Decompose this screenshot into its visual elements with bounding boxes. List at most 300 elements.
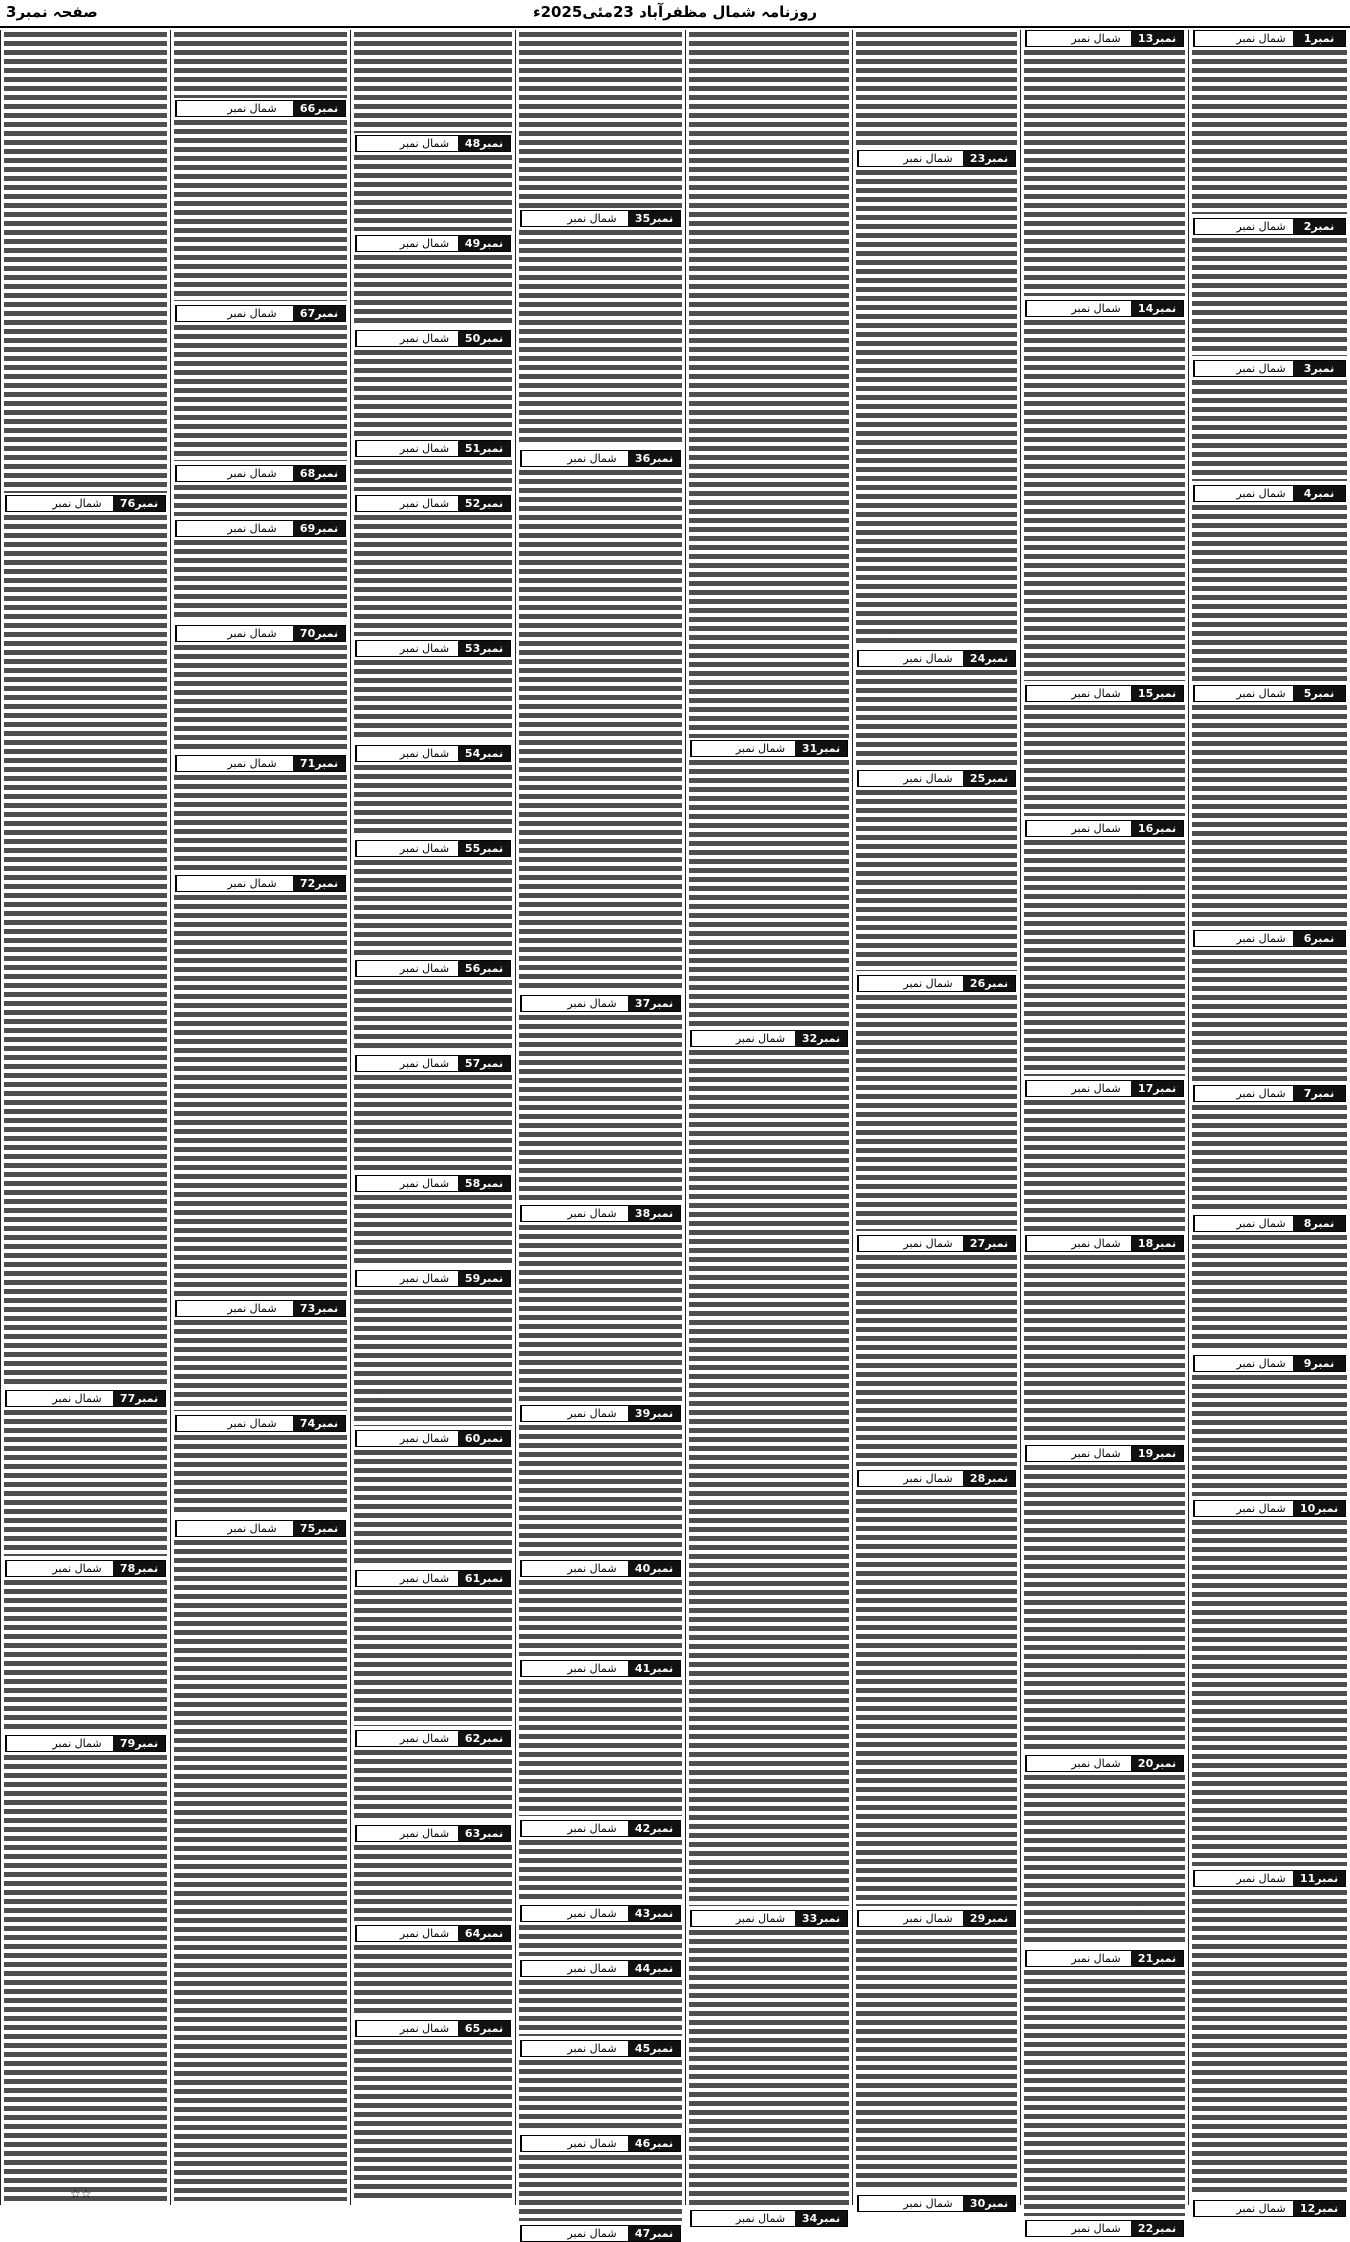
heading-divider [1026,301,1061,316]
heading-divider [176,876,211,891]
heading-divider [858,2196,893,2211]
ad-number: نمبر37 [628,996,680,1011]
heading-divider [521,1961,556,1976]
heading-divider [356,136,391,151]
ad-body-text [354,1290,512,1426]
classified-ad-heading [1193,2200,1346,2217]
classified-ad-heading [175,1520,346,1537]
heading-divider [1026,1756,1061,1771]
heading-divider [858,651,893,666]
ad-body-text [174,645,347,751]
ad-heading-label: شمال نمبر [227,1522,277,1535]
ad-heading-label: شمال نمبر [1071,1237,1121,1250]
classified-ad-heading [1025,1755,1184,1772]
classified-ad-heading [1193,30,1346,47]
heading-divider [356,1731,391,1746]
ad-body-text [1192,950,1347,1081]
classified-ad-heading [1025,300,1184,317]
ad-body-text [1192,505,1347,681]
heading-divider [1194,686,1229,701]
ad-heading-label: شمال نمبر [227,627,277,640]
ad-number: نمبر69 [293,521,345,536]
newspaper-column [0,30,170,2205]
classified-ad-heading [5,1735,166,1752]
ad-number: نمبر24 [963,651,1015,666]
ad-heading-label: شمال نمبر [567,1907,617,1920]
ad-number: نمبر36 [628,451,680,466]
classified-ad-heading [1193,1870,1346,1887]
classified-ad-heading [1025,1080,1184,1097]
classified-ad-heading [520,450,681,467]
ad-heading-label: شمال نمبر [399,137,450,150]
heading-divider [858,1236,893,1251]
heading-divider [521,2136,556,2151]
ad-body-text [689,1050,849,1906]
ad-number: نمبر73 [293,1301,345,1316]
ad-number: نمبر28 [963,1471,1015,1486]
ad-body-text [689,1930,849,2206]
ad-heading-label: شمال نمبر [227,307,277,320]
heading-divider [356,746,391,761]
heading-divider [1026,1951,1061,1966]
classified-ad-heading [1193,1355,1346,1372]
ad-number: نمبر56 [458,961,510,976]
ad-number: نمبر19 [1131,1446,1183,1461]
ad-body-text [4,1755,167,2201]
ad-heading-label: شمال نمبر [1236,932,1286,945]
ad-body-text [174,540,347,621]
ad-number: نمبر30 [963,2196,1015,2211]
ad-body-text [354,1845,512,1921]
classified-ad-heading [175,625,346,642]
ad-heading-label: شمال نمبر [1236,1217,1286,1230]
classified-ad-heading [520,2135,681,2152]
ad-body-text [354,1450,512,1566]
heading-divider [1194,361,1229,376]
heading-divider [356,1056,391,1071]
classified-ad-heading [355,1430,511,1447]
ad-heading-label: شمال نمبر [399,1432,450,1445]
ad-heading-label: شمال نمبر [1236,362,1286,375]
ad-body-text [1192,1890,1347,2196]
ad-body-text [4,515,167,1386]
ad-body-text [1192,238,1347,356]
classified-ad-heading [1193,1215,1346,1232]
heading-divider [858,976,893,991]
heading-divider [356,1431,391,1446]
ad-body-text [354,255,512,326]
ad-number: نمبر26 [963,976,1015,991]
columns-area [0,30,1350,2240]
ad-body-text [354,1075,512,1171]
heading-divider [356,2021,391,2036]
heading-divider [176,1301,211,1316]
ad-heading-label: شمال نمبر [1071,1757,1121,1770]
classified-ad-heading [175,520,346,537]
ad-body-text [174,895,347,1296]
ad-number: نمبر75 [293,1521,345,1536]
heading-divider [1026,31,1061,46]
classified-ad-heading [1025,685,1184,702]
ad-number: نمبر49 [458,236,510,251]
classified-ad-heading [520,1205,681,1222]
heading-divider [521,1906,556,1921]
ad-number: نمبر29 [963,1911,1015,1926]
ad-body-text [689,32,849,738]
ad-number: نمبر65 [458,2021,510,2036]
ad-heading-label: شمال نمبر [567,1562,617,1575]
ad-heading-label: شمال نمبر [399,1177,450,1190]
ad-heading-label: شمال نمبر [52,1737,102,1750]
classified-ad-heading [5,1560,166,1577]
ad-body-text [174,325,347,461]
ad-body-text [354,765,512,836]
ad-body-text [1024,840,1185,1076]
ad-body-text [856,995,1017,1231]
heading-divider [1194,1501,1229,1516]
newspaper-column [852,30,1020,2210]
ad-number: نمبر42 [628,1821,680,1836]
ad-number: نمبر5 [1293,686,1345,701]
heading-divider [858,1911,893,1926]
ad-heading-label: شمال نمبر [227,467,277,480]
heading-divider [6,1561,41,1576]
ad-number: نمبر54 [458,746,510,761]
ad-number: نمبر62 [458,1731,510,1746]
ad-number: نمبر21 [1131,1951,1183,1966]
ad-heading-label: شمال نمبر [399,1827,450,1840]
ad-body-text [174,1540,347,2201]
newspaper-column [515,30,685,2240]
ad-body-text [354,460,512,491]
heading-divider [1026,821,1061,836]
ad-body-text [519,32,682,208]
classified-ad-heading [355,1270,511,1287]
ad-number: نمبر4 [1293,486,1345,501]
heading-divider [356,1926,391,1941]
ad-number: نمبر11 [1293,1871,1345,1886]
ad-body-text [856,790,1017,971]
ad-body-text [174,775,347,871]
newspaper-dateline: روزنامہ شمال مظفرآباد 23مئی2025ء [532,3,818,21]
heading-divider [521,451,556,466]
heading-divider [1194,2201,1229,2216]
ad-heading-label: شمال نمبر [1236,1502,1286,1515]
classified-ad-heading [690,740,848,757]
classified-ad-heading [520,995,681,1012]
classified-ad-heading [175,465,346,482]
classified-ad-heading [520,1820,681,1837]
ad-body-text [4,1410,167,1556]
ad-number: نمبر18 [1131,1236,1183,1251]
ad-body-text [354,1195,512,1266]
ad-heading-label: شمال نمبر [399,442,450,455]
classified-ad-heading [857,975,1016,992]
ad-body-text [856,1930,1017,2191]
ad-heading-label: شمال نمبر [567,1207,617,1220]
classified-ad-heading [857,150,1016,167]
heading-divider [356,641,391,656]
ad-body-text [1024,50,1185,296]
ad-body-text [354,515,512,636]
ad-body-text [174,32,347,98]
classified-ad-heading [355,960,511,977]
heading-divider [356,441,391,456]
classified-ad-heading [857,650,1016,667]
ad-number: نمبر20 [1131,1756,1183,1771]
ad-body-text [174,1320,347,1411]
heading-divider [691,741,726,756]
ad-number: نمبر76 [113,496,165,511]
ad-body-text [1024,1970,1185,2216]
ad-heading-label: شمال نمبر [227,1302,277,1315]
heading-divider [858,1471,893,1486]
ad-body-text [354,860,512,956]
classified-ad-heading [520,2225,681,2242]
classified-ad-heading [355,440,511,457]
ad-body-text [519,2155,682,2221]
ad-body-text [354,350,512,436]
classified-ad-heading [1193,1500,1346,1517]
ad-number: نمبر59 [458,1271,510,1286]
ad-number: نمبر57 [458,1056,510,1071]
classified-ad-heading [1193,930,1346,947]
ad-heading-label: شمال نمبر [903,2197,953,2210]
classified-ad-heading [520,1560,681,1577]
ad-heading-label: شمال نمبر [735,2212,786,2225]
ad-number: نمبر10 [1293,1501,1345,1516]
heading-divider [1194,219,1229,234]
ad-heading-label: شمال نمبر [52,1562,102,1575]
ad-number: نمبر51 [458,441,510,456]
ad-body-text [174,485,347,516]
ad-body-text [174,1435,347,1516]
classified-ad-heading [5,495,166,512]
heading-divider [1026,1236,1061,1251]
ad-heading-label: شمال نمبر [567,1822,617,1835]
ad-number: نمبر23 [963,151,1015,166]
ad-number: نمبر13 [1131,31,1183,46]
ad-body-text [519,1840,682,1901]
ad-heading-label: شمال نمبر [399,2022,450,2035]
ad-body-text [1192,380,1347,481]
ad-number: نمبر33 [795,1911,847,1926]
ad-body-text [856,32,1017,148]
classified-ad-heading [175,305,346,322]
ad-number: نمبر66 [293,101,345,116]
ad-number: نمبر31 [795,741,847,756]
classified-ad-heading [857,770,1016,787]
classified-ad-heading [690,2210,848,2227]
newspaper-column [170,30,350,2205]
classified-ad-heading [690,1910,848,1927]
ad-heading-label: شمال نمبر [1071,687,1121,700]
ad-heading-label: شمال نمبر [1071,822,1121,835]
classified-ad-heading [520,1905,681,1922]
ad-heading-label: شمال نمبر [227,1417,277,1430]
ad-body-text [1024,1465,1185,1751]
heading-divider [1194,1871,1229,1886]
ad-number: نمبر48 [458,136,510,151]
ad-heading-label: شمال نمبر [227,877,277,890]
classified-ad-heading [1193,485,1346,502]
ad-heading-label: شمال نمبر [567,997,617,1010]
ad-number: نمبر7 [1293,1086,1345,1101]
ad-number: نمبر3 [1293,361,1345,376]
classified-ad-heading [690,1030,848,1047]
ad-body-text [354,2040,512,2201]
heading-divider [1026,1081,1061,1096]
classified-ad-heading [355,1175,511,1192]
classified-ad-heading [175,1300,346,1317]
ad-body-text [519,1225,682,1401]
ad-body-text [4,32,167,493]
ad-heading-label: شمال نمبر [1071,1082,1121,1095]
ad-body-text [519,1015,682,1201]
ad-heading-label: شمال نمبر [567,1407,617,1420]
ad-body-text [1192,50,1347,214]
ad-heading-label: شمال نمبر [1236,1872,1286,1885]
ad-number: نمبر52 [458,496,510,511]
heading-divider [176,626,211,641]
ad-number: نمبر46 [628,2136,680,2151]
ad-heading-label: شمال نمبر [227,102,277,115]
page-number: صفحہ نمبر3 [6,3,98,21]
ad-body-text [519,230,682,446]
ad-number: نمبر72 [293,876,345,891]
heading-divider [356,496,391,511]
classified-ad-heading [857,1235,1016,1252]
classified-ad-heading [520,1960,681,1977]
ad-body-text [519,1580,682,1656]
ad-heading-label: شمال نمبر [399,1732,450,1745]
ad-number: نمبر55 [458,841,510,856]
newspaper-column [685,30,852,2225]
ad-number: نمبر14 [1131,301,1183,316]
ad-heading-label: شمال نمبر [567,2137,617,2150]
ad-number: نمبر61 [458,1571,510,1586]
heading-divider [356,841,391,856]
heading-divider [858,771,893,786]
ad-number: نمبر38 [628,1206,680,1221]
ad-heading-label: شمال نمبر [903,977,953,990]
ad-number: نمبر8 [1293,1216,1345,1231]
ad-body-text [856,1490,1017,1906]
ad-number: نمبر50 [458,331,510,346]
ad-heading-label: شمال نمبر [399,747,450,760]
ad-body-text [1024,705,1185,816]
ad-number: نمبر2 [1293,219,1345,234]
ad-number: نمبر53 [458,641,510,656]
newspaper-column [350,30,515,2205]
classified-ad-heading [355,1730,511,1747]
heading-divider [1026,686,1061,701]
heading-divider [176,521,211,536]
ad-body-text [519,1425,682,1556]
ad-heading-label: شمال نمبر [567,1662,617,1675]
ad-body-text [1192,1520,1347,1866]
ad-body-text [519,470,682,991]
ad-number: نمبر39 [628,1406,680,1421]
ad-heading-label: شمال نمبر [903,652,953,665]
classified-ad-heading [520,1405,681,1422]
ad-number: نمبر47 [628,2226,680,2241]
classified-ad-heading [355,840,511,857]
classified-ad-heading [1025,1235,1184,1252]
heading-divider [1194,931,1229,946]
ad-body-text [1024,1255,1185,1441]
ad-heading-label: شمال نمبر [903,1472,953,1485]
footer-stars: ☆☆ [70,2187,92,2201]
heading-divider [6,1736,41,1751]
classified-ad-heading [1193,685,1346,702]
ad-number: نمبر77 [113,1391,165,1406]
heading-divider [521,1406,556,1421]
ad-body-text [4,1580,167,1731]
classified-ad-heading [355,135,511,152]
heading-divider [356,1271,391,1286]
ad-number: نمبر1 [1293,31,1345,46]
ad-number: نمبر32 [795,1031,847,1046]
classified-ad-heading [857,2195,1016,2212]
classified-ad-heading [520,2040,681,2057]
heading-divider [521,1206,556,1221]
ad-body-text [1192,1105,1347,1211]
ad-number: نمبر27 [963,1236,1015,1251]
heading-divider [691,2211,726,2226]
classified-ad-heading [1193,218,1346,235]
ad-number: نمبر60 [458,1431,510,1446]
ad-number: نمبر9 [1293,1356,1345,1371]
ad-number: نمبر22 [1131,2221,1183,2236]
ad-heading-label: شمال نمبر [903,772,953,785]
classified-ad-heading [857,1470,1016,1487]
heading-divider [1194,31,1229,46]
ad-heading-label: شمال نمبر [735,742,786,755]
heading-divider [1194,1356,1229,1371]
heading-divider [521,2041,556,2056]
classified-ad-heading [175,1415,346,1432]
ad-body-text [1024,1775,1185,1946]
ad-heading-label: شمال نمبر [399,1572,450,1585]
heading-divider [176,1521,211,1536]
classified-ad-heading [355,495,511,512]
ad-number: نمبر67 [293,306,345,321]
classified-ad-heading [1025,1950,1184,1967]
classified-ad-heading [355,235,511,252]
heading-divider [6,496,41,511]
ad-heading-label: شمال نمبر [399,1057,450,1070]
classified-ad-heading [355,745,511,762]
heading-divider [521,1661,556,1676]
ad-heading-label: شمال نمبر [567,212,617,225]
classified-ad-heading [355,1925,511,1942]
newspaper-column [1188,30,1350,2215]
classified-ad-heading [1025,1445,1184,1462]
heading-divider [1194,1216,1229,1231]
ad-number: نمبر6 [1293,931,1345,946]
ad-heading-label: شمال نمبر [1236,487,1286,500]
heading-divider [176,466,211,481]
heading-divider [356,331,391,346]
ad-heading-label: شمال نمبر [1236,32,1286,45]
heading-divider [521,2226,556,2241]
ad-number: نمبر12 [1293,2201,1345,2216]
ad-heading-label: شمال نمبر [567,2042,617,2055]
ad-number: نمبر58 [458,1176,510,1191]
classified-ad-heading [1025,30,1184,47]
classified-ad-heading [355,2020,511,2037]
